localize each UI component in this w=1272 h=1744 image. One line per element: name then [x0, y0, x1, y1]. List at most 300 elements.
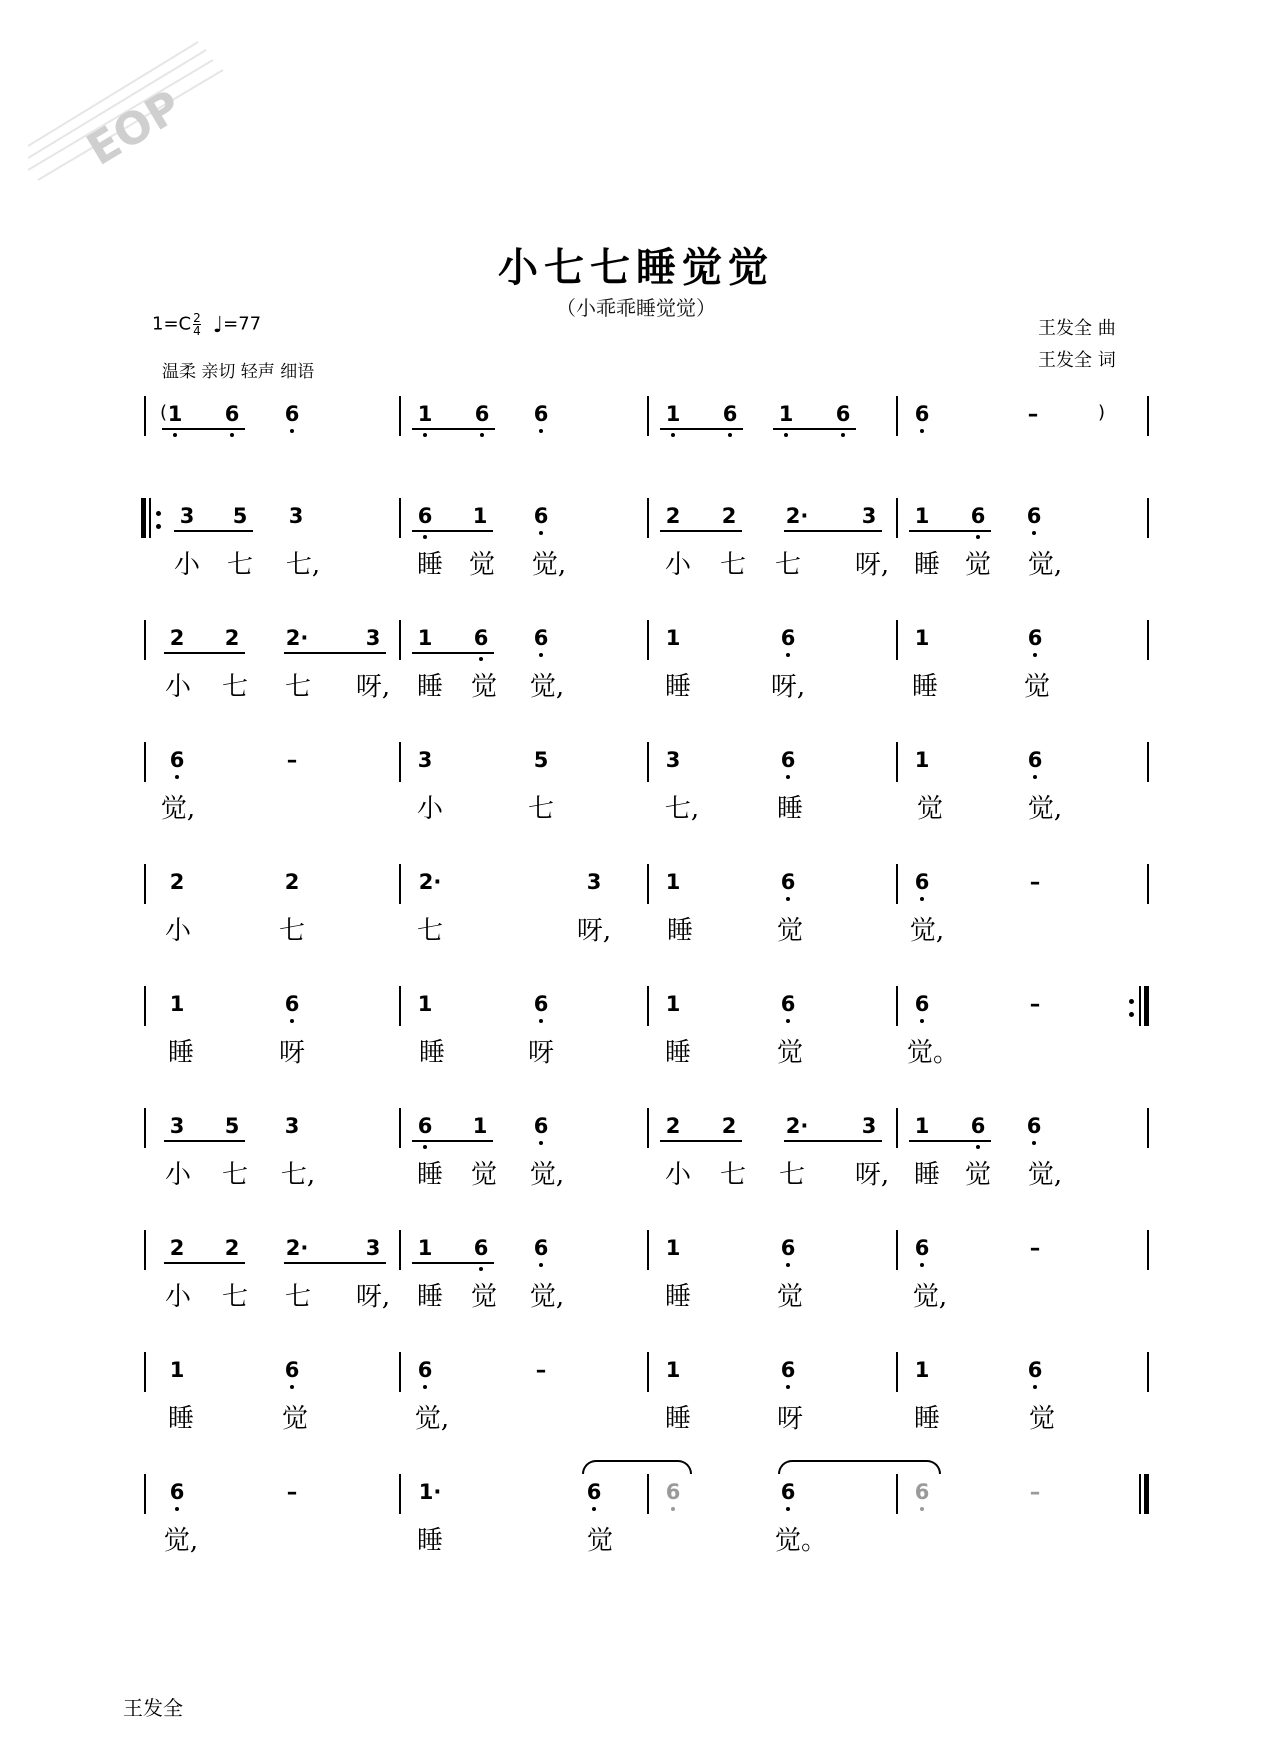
- lyric-syllable: 七,: [285, 550, 321, 580]
- note-digit: 2: [721, 504, 737, 528]
- lyric-syllable: 七: [221, 672, 248, 702]
- lyric-syllable: 七,: [280, 1160, 316, 1190]
- lyric-syllable: 觉: [1023, 672, 1050, 702]
- lyric-syllable: 觉,: [414, 1404, 450, 1434]
- note-digit: 1·: [418, 1480, 442, 1504]
- lyric-syllable: 小: [416, 794, 443, 824]
- lyric-syllable: 觉,: [1027, 794, 1063, 824]
- jianpu-note: [410, 992, 440, 1016]
- lyric-syllable: 睡: [913, 1160, 940, 1190]
- barline: [647, 864, 649, 904]
- sustain-dash: [1020, 870, 1050, 894]
- lyric-syllable: 睡: [416, 1160, 443, 1190]
- note-digit: 6: [1026, 1114, 1042, 1138]
- lyric-syllable: 睡: [418, 1038, 445, 1068]
- barline: [647, 1474, 649, 1514]
- barline: [399, 396, 401, 436]
- jianpu-note: [773, 1236, 803, 1260]
- note-digit: 2·: [785, 1114, 809, 1138]
- lyric-syllable: 睡: [664, 1404, 691, 1434]
- lyric-syllable: 小: [164, 672, 191, 702]
- jianpu-note: [963, 1114, 993, 1138]
- jianpu-note: [907, 504, 937, 528]
- jianpu-note: [410, 504, 440, 528]
- note-digit: 1: [417, 992, 433, 1016]
- key-signature: 1=C: [152, 313, 192, 335]
- low-octave-dot: [841, 433, 845, 437]
- barline: [647, 396, 649, 436]
- jianpu-note: [466, 1236, 496, 1260]
- barline: [896, 1108, 898, 1148]
- barline: [1139, 986, 1141, 1026]
- lyric-syllable: 七: [719, 1160, 746, 1190]
- jianpu-note: [907, 992, 937, 1016]
- jianpu-note: [1019, 1114, 1049, 1138]
- lyric-syllable: 觉: [964, 1160, 991, 1190]
- note-digit: 3: [288, 504, 304, 528]
- note-digit: –: [535, 1358, 547, 1382]
- note-digit: 2: [224, 626, 240, 650]
- jianpu-note: [526, 748, 556, 772]
- note-digit: 2: [169, 870, 185, 894]
- lyric-syllable: 觉: [470, 1282, 497, 1312]
- jianpu-note: [773, 1480, 803, 1504]
- barline: [647, 742, 649, 782]
- lyric-syllable: 呀,: [576, 916, 612, 946]
- eighth-underline: [660, 428, 743, 430]
- note-digit: 6: [474, 402, 490, 426]
- note-digit: 1: [665, 870, 681, 894]
- eighth-underline: [162, 428, 245, 430]
- barline: [896, 620, 898, 660]
- note-digit: 2·: [285, 1236, 309, 1260]
- note-digit: 1: [417, 402, 433, 426]
- note-digit: 2: [169, 1236, 185, 1260]
- lyricist-credit: 王发全 词: [1038, 350, 1116, 371]
- note-digit: 1: [665, 992, 681, 1016]
- eighth-underline: [660, 1140, 742, 1142]
- lyric-syllable: 觉,: [1027, 550, 1063, 580]
- sustain-dash: [277, 748, 307, 772]
- jianpu-note: [410, 748, 440, 772]
- low-octave-dot: [539, 653, 543, 657]
- jianpu-note: [358, 626, 388, 650]
- jianpu-note: [658, 402, 688, 426]
- jianpu-note: [907, 626, 937, 650]
- note-digit: 6: [914, 1480, 930, 1504]
- tie-arc: [582, 1460, 692, 1474]
- lyric-syllable: 呀,: [854, 550, 890, 580]
- sustain-dash: [277, 1480, 307, 1504]
- lyric-syllable: 觉: [776, 1282, 803, 1312]
- lyric-syllable: 觉: [964, 550, 991, 580]
- jianpu-note: [658, 1114, 688, 1138]
- eighth-underline: [773, 428, 856, 430]
- barline: [647, 498, 649, 538]
- barline: [399, 1230, 401, 1270]
- sustain-dash: [526, 1358, 556, 1382]
- jianpu-note: [907, 870, 937, 894]
- note-digit: 3: [861, 504, 877, 528]
- note-digit: 6: [533, 992, 549, 1016]
- note-digit: 1: [914, 748, 930, 772]
- jianpu-note: [526, 626, 556, 650]
- note-digit: 6: [835, 402, 851, 426]
- jianpu-note: [162, 1480, 192, 1504]
- jianpu-note: [217, 1236, 247, 1260]
- lyric-syllable: 睡: [416, 550, 443, 580]
- lyric-syllable: 七: [284, 672, 311, 702]
- jianpu-note: [963, 504, 993, 528]
- note-digit: 1: [167, 402, 183, 426]
- barline: [399, 742, 401, 782]
- lyric-syllable: 睡: [167, 1404, 194, 1434]
- note-digit: 2·: [285, 626, 309, 650]
- lyric-syllable: 觉: [470, 672, 497, 702]
- barline: [1147, 1108, 1149, 1148]
- eop-watermark-logo: [28, 40, 228, 194]
- note-digit: 6: [970, 1114, 986, 1138]
- note-digit: 6: [169, 748, 185, 772]
- lyric-syllable: 睡: [167, 1038, 194, 1068]
- note-digit: 5: [224, 1114, 240, 1138]
- lyric-syllable: 七: [778, 1160, 805, 1190]
- jianpu-note: [162, 1236, 192, 1260]
- jianpu-note: [277, 1114, 307, 1138]
- barline: [896, 864, 898, 904]
- barline: [144, 1108, 146, 1148]
- note-digit: 5: [533, 748, 549, 772]
- lyric-syllable: 觉,: [529, 1160, 565, 1190]
- low-octave-dot: [786, 653, 790, 657]
- jianpu-note: [358, 1236, 388, 1260]
- barline: [1147, 620, 1149, 660]
- jianpu-note: [771, 402, 801, 426]
- note-digit: 1: [169, 992, 185, 1016]
- note-digit: –: [1029, 870, 1041, 894]
- eighth-underline: [412, 652, 494, 654]
- jianpu-note: [658, 626, 688, 650]
- jianpu-note: [526, 402, 556, 426]
- eighth-underline: [909, 530, 991, 532]
- jianpu-note: [907, 1114, 937, 1138]
- note-digit: 6: [1026, 504, 1042, 528]
- lyric-syllable: 觉,: [912, 1282, 948, 1312]
- note-digit: 6: [224, 402, 240, 426]
- barline: [399, 1474, 401, 1514]
- low-octave-dot: [480, 433, 484, 437]
- lyric-syllable: 觉,: [160, 794, 196, 824]
- jianpu-note: [277, 870, 307, 894]
- jianpu-note: [715, 402, 745, 426]
- lyric-syllable: 七: [226, 550, 253, 580]
- jianpu-note: [162, 626, 192, 650]
- note-digit: 1: [914, 626, 930, 650]
- barline: [1147, 864, 1149, 904]
- note-digit: 1: [169, 1358, 185, 1382]
- lyric-syllable: 睡: [416, 1282, 443, 1312]
- barline: [647, 620, 649, 660]
- jianpu-note: [410, 626, 440, 650]
- barline: [647, 1108, 649, 1148]
- jianpu-note: [828, 402, 858, 426]
- jianpu-note: [782, 504, 812, 528]
- lyric-syllable: 呀: [527, 1038, 554, 1068]
- barline: [399, 1352, 401, 1392]
- jianpu-note: [773, 748, 803, 772]
- jianpu-note: [658, 1358, 688, 1382]
- eighth-underline: [412, 1262, 494, 1264]
- low-octave-dot: [539, 1141, 543, 1145]
- footer-author: 王发全: [123, 1696, 183, 1720]
- tempo-value: =77: [223, 313, 262, 335]
- note-digit: 6: [284, 402, 300, 426]
- low-octave-dot: [1033, 1385, 1037, 1389]
- lyric-syllable: 睡: [913, 550, 940, 580]
- jianpu-note: [277, 402, 307, 426]
- note-digit: 6: [284, 992, 300, 1016]
- start-repeat-barline: [141, 498, 146, 538]
- jianpu-note: [162, 1358, 192, 1382]
- note-digit: 3: [417, 748, 433, 772]
- end-repeat-barline: [1144, 986, 1149, 1026]
- note-digit: 6: [1027, 626, 1043, 650]
- low-octave-dot: [920, 1263, 924, 1267]
- note-digit: 6: [970, 504, 986, 528]
- jianpu-note: [907, 1480, 937, 1504]
- barline: [896, 986, 898, 1026]
- lyric-syllable: 呀,: [355, 1282, 391, 1312]
- low-octave-dot: [230, 433, 234, 437]
- barline: [896, 396, 898, 436]
- jianpu-note: [277, 992, 307, 1016]
- note-digit: 6: [1027, 1358, 1043, 1382]
- jianpu-note: [466, 626, 496, 650]
- jianpu-note: [415, 870, 445, 894]
- lyric-syllable: 七: [719, 550, 746, 580]
- barline: [144, 1474, 146, 1514]
- note-digit: 1: [417, 1236, 433, 1260]
- intro-open-paren: (: [160, 402, 168, 423]
- eighth-underline: [164, 1140, 245, 1142]
- low-octave-dot: [479, 657, 483, 661]
- note-digit: 2: [721, 1114, 737, 1138]
- jianpu-note: [1020, 1358, 1050, 1382]
- low-octave-dot: [1033, 653, 1037, 657]
- lyric-syllable: 觉: [1028, 1404, 1055, 1434]
- note-digit: –: [1029, 992, 1041, 1016]
- barline: [1147, 396, 1149, 436]
- note-digit: 3: [365, 626, 381, 650]
- low-octave-dot: [423, 433, 427, 437]
- eighth-underline: [412, 530, 493, 532]
- lyric-syllable: 小: [664, 550, 691, 580]
- low-octave-dot: [671, 1507, 675, 1511]
- note-digit: 6: [533, 626, 549, 650]
- jianpu-note: [658, 504, 688, 528]
- low-octave-dot: [920, 1507, 924, 1511]
- note-digit: 2: [169, 626, 185, 650]
- lyric-syllable: 觉: [776, 916, 803, 946]
- jianpu-note: [854, 504, 884, 528]
- jianpu-note: [907, 748, 937, 772]
- low-octave-dot: [173, 433, 177, 437]
- note-digit: 6: [533, 1114, 549, 1138]
- jianpu-note: [162, 748, 192, 772]
- barline: [144, 1230, 146, 1270]
- barline: [896, 1230, 898, 1270]
- note-digit: 6: [533, 504, 549, 528]
- low-octave-dot: [920, 1019, 924, 1023]
- lyric-syllable: 呀,: [854, 1160, 890, 1190]
- jianpu-note: [282, 626, 312, 650]
- lyric-syllable: 小: [173, 550, 200, 580]
- lyric-syllable: 觉,: [1027, 1160, 1063, 1190]
- note-digit: 1: [914, 504, 930, 528]
- low-octave-dot: [175, 1507, 179, 1511]
- low-octave-dot: [290, 1385, 294, 1389]
- note-digit: 6: [914, 870, 930, 894]
- barline: [896, 742, 898, 782]
- note-digit: 6: [473, 626, 489, 650]
- lyric-syllable: 呀,: [770, 672, 806, 702]
- barline: [896, 1474, 898, 1514]
- lyric-syllable: 觉,: [529, 1282, 565, 1312]
- jianpu-note: [162, 870, 192, 894]
- sustain-dash: [1020, 1480, 1050, 1504]
- note-digit: 6: [914, 402, 930, 426]
- lyric-syllable: 七: [527, 794, 554, 824]
- eighth-underline: [784, 530, 882, 532]
- sustain-dash: [1020, 1236, 1050, 1260]
- note-digit: 2·: [785, 504, 809, 528]
- jianpu-note: [526, 504, 556, 528]
- low-octave-dot: [920, 429, 924, 433]
- lyric-syllable: 七: [221, 1282, 248, 1312]
- lyric-syllable: 小: [164, 1282, 191, 1312]
- jianpu-note: [782, 1114, 812, 1138]
- note-digit: 3: [284, 1114, 300, 1138]
- low-octave-dot: [784, 433, 788, 437]
- jianpu-note: [465, 1114, 495, 1138]
- note-digit: 6: [780, 748, 796, 772]
- jianpu-note: [162, 992, 192, 1016]
- eighth-underline: [909, 1140, 991, 1142]
- eighth-underline: [174, 530, 253, 532]
- jianpu-note: [281, 504, 311, 528]
- jianpu-note: [172, 504, 202, 528]
- lyric-syllable: 睡: [664, 1282, 691, 1312]
- jianpu-note: [410, 402, 440, 426]
- low-octave-dot: [671, 433, 675, 437]
- lyric-syllable: 睡: [416, 1526, 443, 1556]
- lyric-syllable: 睡: [664, 1038, 691, 1068]
- note-digit: 1: [665, 402, 681, 426]
- jianpu-note: [854, 1114, 884, 1138]
- barline: [1147, 1230, 1149, 1270]
- note-digit: 6: [417, 504, 433, 528]
- note-digit: 6: [780, 1358, 796, 1382]
- note-digit: 6: [417, 1114, 433, 1138]
- barline: [144, 396, 146, 436]
- low-octave-dot: [539, 429, 543, 433]
- note-digit: 6: [473, 1236, 489, 1260]
- low-octave-dot: [592, 1507, 596, 1511]
- jianpu-note: [579, 870, 609, 894]
- jianpu-note: [714, 504, 744, 528]
- jianpu-note: [907, 402, 937, 426]
- lyric-syllable: 觉。: [907, 1038, 960, 1068]
- note-digit: 6: [417, 1358, 433, 1382]
- note-digit: 1: [472, 504, 488, 528]
- barline: [144, 864, 146, 904]
- final-barline: [1144, 1474, 1149, 1514]
- low-octave-dot: [1033, 775, 1037, 779]
- lyric-syllable: 觉: [468, 550, 495, 580]
- note-digit: –: [1029, 1480, 1041, 1504]
- note-digit: –: [1027, 402, 1039, 426]
- song-title: 小七七睡觉觉: [498, 244, 774, 291]
- barline: [399, 864, 401, 904]
- low-octave-dot: [786, 775, 790, 779]
- low-octave-dot: [1032, 531, 1036, 535]
- lyric-syllable: 觉,: [163, 1526, 199, 1556]
- note-digit: 1: [914, 1114, 930, 1138]
- low-octave-dot: [786, 1263, 790, 1267]
- note-digit: 3: [169, 1114, 185, 1138]
- jianpu-note: [658, 1480, 688, 1504]
- note-digit: 1: [665, 1358, 681, 1382]
- jianpu-note: [465, 504, 495, 528]
- barline: [144, 986, 146, 1026]
- note-digit: 1: [914, 1358, 930, 1382]
- lyric-syllable: 呀,: [355, 672, 391, 702]
- eighth-underline: [164, 652, 245, 654]
- lyric-syllable: 睡: [911, 672, 938, 702]
- note-digit: 6: [284, 1358, 300, 1382]
- eighth-underline: [784, 1140, 882, 1142]
- eighth-underline: [284, 652, 386, 654]
- note-digit: 3: [365, 1236, 381, 1260]
- barline: [647, 1352, 649, 1392]
- note-digit: 6: [665, 1480, 681, 1504]
- time-numerator: 2: [193, 311, 201, 325]
- lyric-syllable: 觉: [776, 1038, 803, 1068]
- low-octave-dot: [920, 897, 924, 901]
- jianpu-note: [658, 992, 688, 1016]
- watermark-text: EOP: [78, 80, 191, 176]
- repeat-dot: [156, 524, 161, 529]
- jianpu-note: [658, 870, 688, 894]
- jianpu-note: [467, 402, 497, 426]
- jianpu-note: [217, 626, 247, 650]
- barline: [149, 498, 151, 538]
- barline: [1147, 1352, 1149, 1392]
- lyric-syllable: 睡: [913, 1404, 940, 1434]
- low-octave-dot: [423, 1145, 427, 1149]
- lyric-syllable: 觉,: [909, 916, 945, 946]
- low-octave-dot: [1032, 1141, 1036, 1145]
- note-digit: 2: [665, 1114, 681, 1138]
- sustain-dash: [1018, 402, 1048, 426]
- jianpu-note: [277, 1358, 307, 1382]
- lyric-syllable: 七: [278, 916, 305, 946]
- barline: [399, 1108, 401, 1148]
- lyric-syllable: 觉: [281, 1404, 308, 1434]
- key-and-tempo: [152, 312, 261, 337]
- note-digit: 6: [1027, 748, 1043, 772]
- quarter-note-icon: ♩: [212, 312, 224, 338]
